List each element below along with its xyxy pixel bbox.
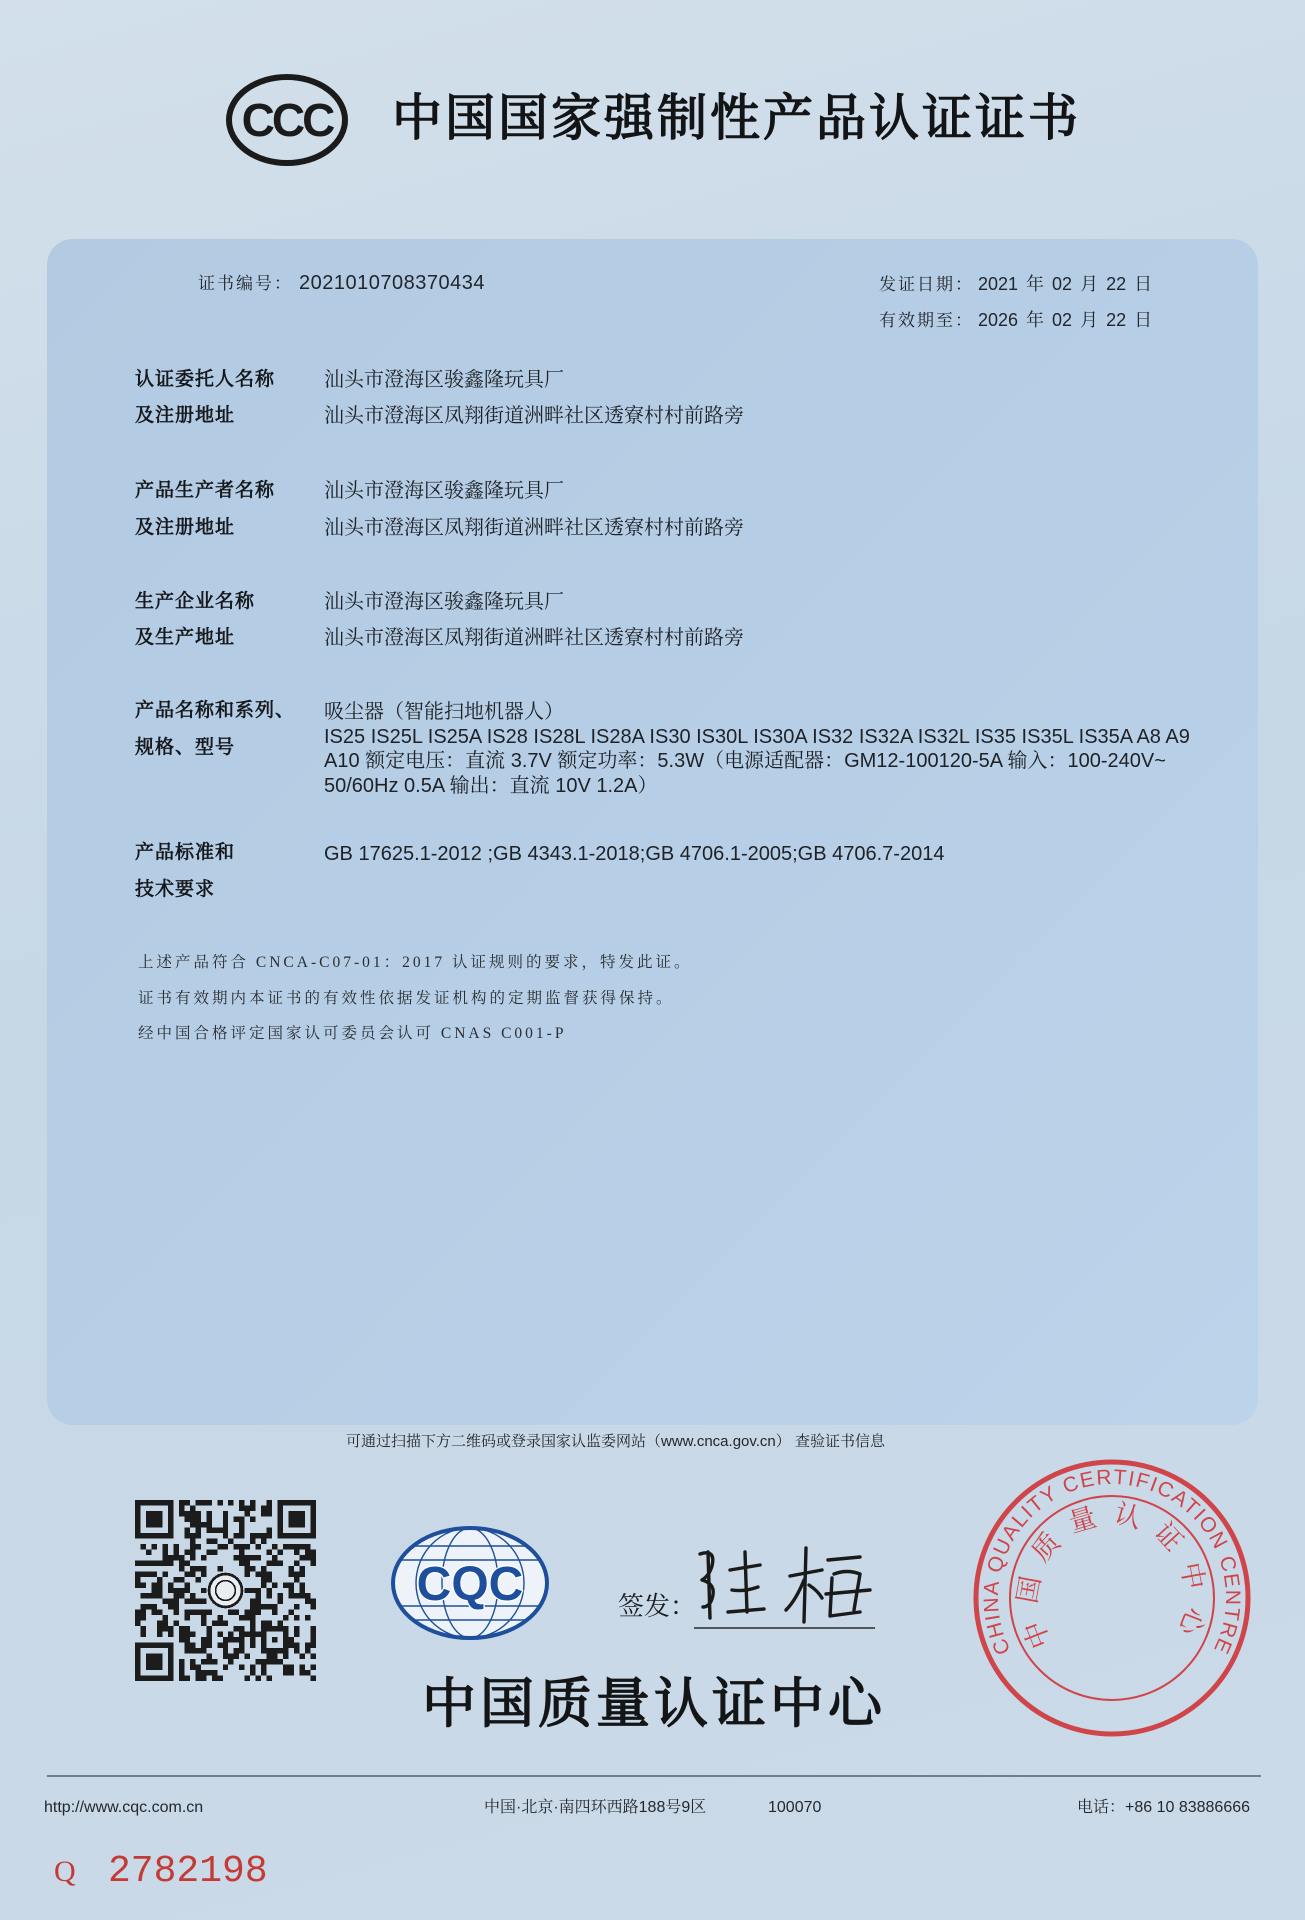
- expiry-date-value: 2026 年 02 月 22 日: [978, 310, 1153, 330]
- serial-number: 2782198: [108, 1850, 268, 1893]
- certificate-number-label: 证书编号：: [198, 274, 293, 293]
- standards-label-2: 技术要求: [135, 879, 216, 900]
- footer-postcode: 100070: [768, 1799, 822, 1816]
- certificate-number-value: 2021010708370434: [299, 272, 485, 294]
- manufacturer-label: 产品生产者名称: [135, 480, 276, 501]
- statement: 证书有效期内本证书的有效性依据发证机构的定期监督获得保持。: [138, 990, 675, 1007]
- serial-prefix: Q: [54, 1855, 76, 1888]
- expiry-date-label: 有效期至：: [879, 311, 974, 330]
- applicant-name: 汕头市澄海区骏鑫隆玩具厂: [324, 369, 564, 391]
- ccc-logo-icon: [224, 72, 350, 168]
- certificate-panel: [47, 239, 1258, 1425]
- footer-phone: 电话：+86 10 83886666: [1077, 1799, 1251, 1816]
- statement: 经中国合格评定国家认可委员会认可 CNAS C001-P: [138, 1025, 567, 1042]
- product-name: 吸尘器（智能扫地机器人）: [324, 701, 564, 723]
- issue-date-value: 2021 年 02 月 22 日: [978, 274, 1153, 294]
- expiry-date: [879, 308, 1152, 333]
- ccc-logo-text: CCC: [241, 94, 333, 146]
- factory-label: 生产企业名称: [135, 591, 256, 612]
- factory-name: 汕头市澄海区骏鑫隆玩具厂: [324, 591, 564, 613]
- certificate-title: 中国国家强制性产品认证证书: [392, 90, 1081, 146]
- issuer-name: 中国质量认证中心: [422, 1674, 886, 1734]
- manufacturer-name: 汕头市澄海区骏鑫隆玩具厂: [324, 480, 564, 502]
- product-spec-line: A10 额定电压：直流 3.7V 额定功率：5.3W（电源适配器：GM12-100120-5A 输入：100-240V~: [324, 750, 1166, 772]
- footer-divider: [47, 1775, 1261, 1777]
- standards-label: 产品标准和: [135, 842, 236, 863]
- footer-address: 中国·北京·南四环西路188号9区: [484, 1799, 707, 1816]
- product-spec-line: IS25 IS25L IS25A IS28 IS28L IS28A IS30 IS30L IS30A IS32 IS32A IS32L IS35 IS35L IS35A A8 A9: [324, 726, 1190, 748]
- standards-value: GB 17625.1-2012 ;GB 4343.1-2018;GB 4706.1-2005;GB 4706.7-2014: [324, 843, 945, 865]
- product-label: 产品名称和系列、: [135, 700, 296, 721]
- applicant-address: 汕头市澄海区凤翔街道洲畔社区透寮村村前路旁: [324, 405, 744, 427]
- signature-image: [694, 1530, 879, 1630]
- applicant-label: 认证委托人名称: [135, 369, 276, 390]
- product-model-label: 规格、型号: [135, 737, 236, 758]
- cqc-logo-text: CQC: [416, 1558, 524, 1611]
- product-spec-line: 50/60Hz 0.5A 输出：直流 10V 1.2A）: [324, 775, 658, 797]
- issue-date: [879, 272, 1152, 297]
- verify-note: 可通过扫描下方二维码或登录国家认监委网站（www.cnca.gov.cn） 查验证书信息: [346, 1433, 885, 1450]
- factory-address-label: 及生产地址: [135, 627, 236, 648]
- cqc-logo-icon: [389, 1524, 551, 1642]
- statement: 上述产品符合 CNCA-C07-01：2017 认证规则的要求，特发此证。: [138, 954, 693, 971]
- official-seal-icon: [972, 1458, 1252, 1738]
- svg-text:中国质量认证中心: [1012, 1498, 1212, 1653]
- factory-address: 汕头市澄海区凤翔街道洲畔社区透寮村村前路旁: [324, 627, 744, 649]
- qr-code: [135, 1500, 316, 1681]
- issue-date-label: 发证日期：: [879, 275, 974, 294]
- certificate-number: [198, 271, 485, 296]
- manufacturer-address-label: 及注册地址: [135, 517, 236, 538]
- applicant-address-label: 及注册地址: [135, 405, 236, 426]
- footer-website: http://www.cqc.com.cn: [44, 1799, 204, 1816]
- sign-label: 签发：: [618, 1591, 697, 1621]
- seal-outer-text: CHINA QUALITY CERTIFICATION CENTRE: [979, 1465, 1245, 1659]
- seal-inner-text: 中国质量认证中心: [1011, 1498, 1213, 1653]
- manufacturer-address: 汕头市澄海区凤翔街道洲畔社区透寮村村前路旁: [324, 517, 744, 539]
